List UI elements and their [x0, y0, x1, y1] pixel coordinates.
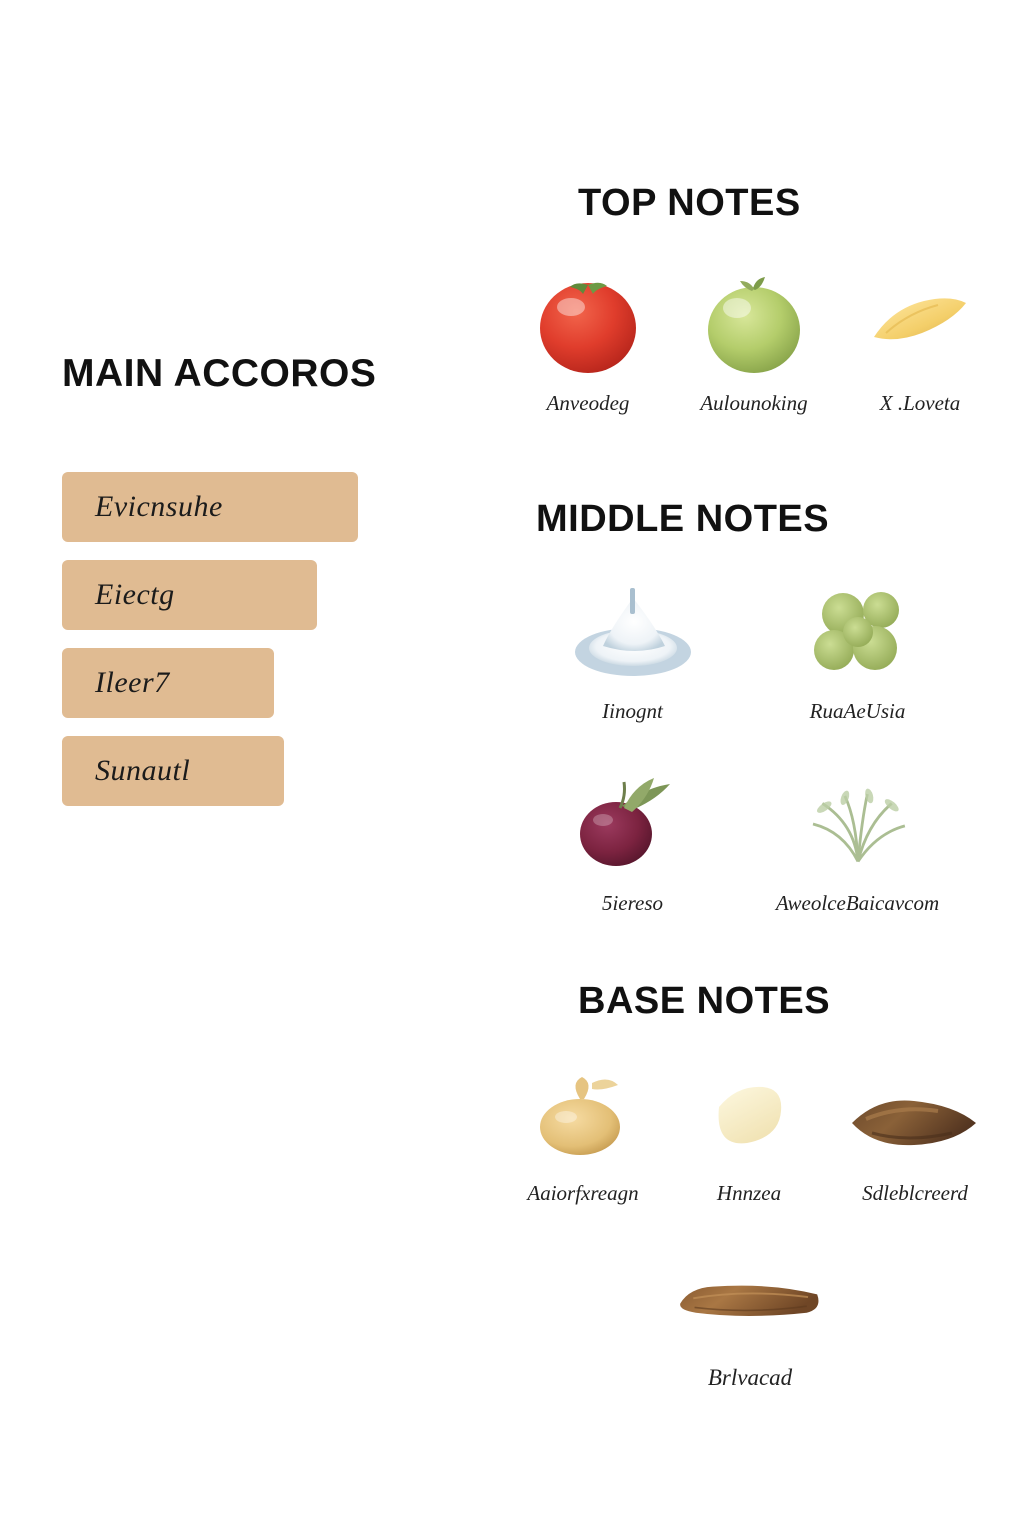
note-label: Brlvacad [707, 1365, 793, 1390]
note-item [520, 580, 745, 724]
accord-bar-label: Evicnsuhe [95, 490, 223, 523]
note-item [745, 580, 970, 724]
note-item [500, 1062, 666, 1206]
top-notes-heading: TOP NOTES [578, 182, 801, 224]
accord-bar [62, 648, 274, 718]
cream-petal-icon [674, 1062, 824, 1167]
note-label: RuaAeUsia [809, 699, 906, 723]
middle-notes-heading: MIDDLE NOTES [536, 498, 830, 540]
base-notes-heading: BASE NOTES [578, 980, 831, 1022]
amber-drop-icon [508, 1062, 658, 1167]
sage-leaf-icon [783, 772, 933, 877]
note-item [671, 272, 837, 416]
accord-bar-list [62, 472, 382, 824]
brown-bark-icon [840, 1062, 990, 1167]
yellow-petal-icon [845, 272, 995, 377]
note-item [832, 1062, 998, 1206]
accord-bar [62, 736, 284, 806]
purple-fig-icon [558, 772, 708, 877]
note-item [505, 272, 671, 416]
note-item [745, 772, 970, 916]
accord-bar-label: Eiectg [95, 578, 175, 611]
note-label: Anveodeg [546, 391, 630, 415]
main-accords-heading: MAIN ACCOROS [62, 352, 377, 395]
green-apple-icon [679, 272, 829, 377]
red-tomato-icon [513, 272, 663, 377]
base-notes-grid [500, 1062, 1000, 1391]
accord-bar-label: Sunautl [95, 754, 191, 787]
accord-bar [62, 472, 358, 542]
note-label: X .Loveta [879, 391, 961, 415]
note-label: Aulounoking [700, 391, 808, 415]
accord-bar-label: Ileer7 [95, 666, 170, 699]
middle-notes-grid [520, 580, 970, 964]
accord-bar [62, 560, 317, 630]
note-label: Iinognt [602, 699, 663, 723]
note-item [837, 272, 1003, 416]
note-label: Sdleblcreerd [862, 1181, 968, 1205]
wood-plank-icon [675, 1246, 825, 1351]
note-label: Hnnzea [716, 1181, 782, 1205]
note-item [520, 772, 745, 916]
note-label: Aaiorfxreagn [527, 1181, 639, 1205]
note-item [500, 1246, 1000, 1391]
note-label: 5iereso [601, 891, 664, 915]
note-label: AweolceBaicavcom [775, 891, 940, 915]
green-clover-icon [783, 580, 933, 685]
white-blossom-icon [558, 580, 708, 685]
note-item [666, 1062, 832, 1206]
top-notes-grid [505, 272, 1005, 416]
